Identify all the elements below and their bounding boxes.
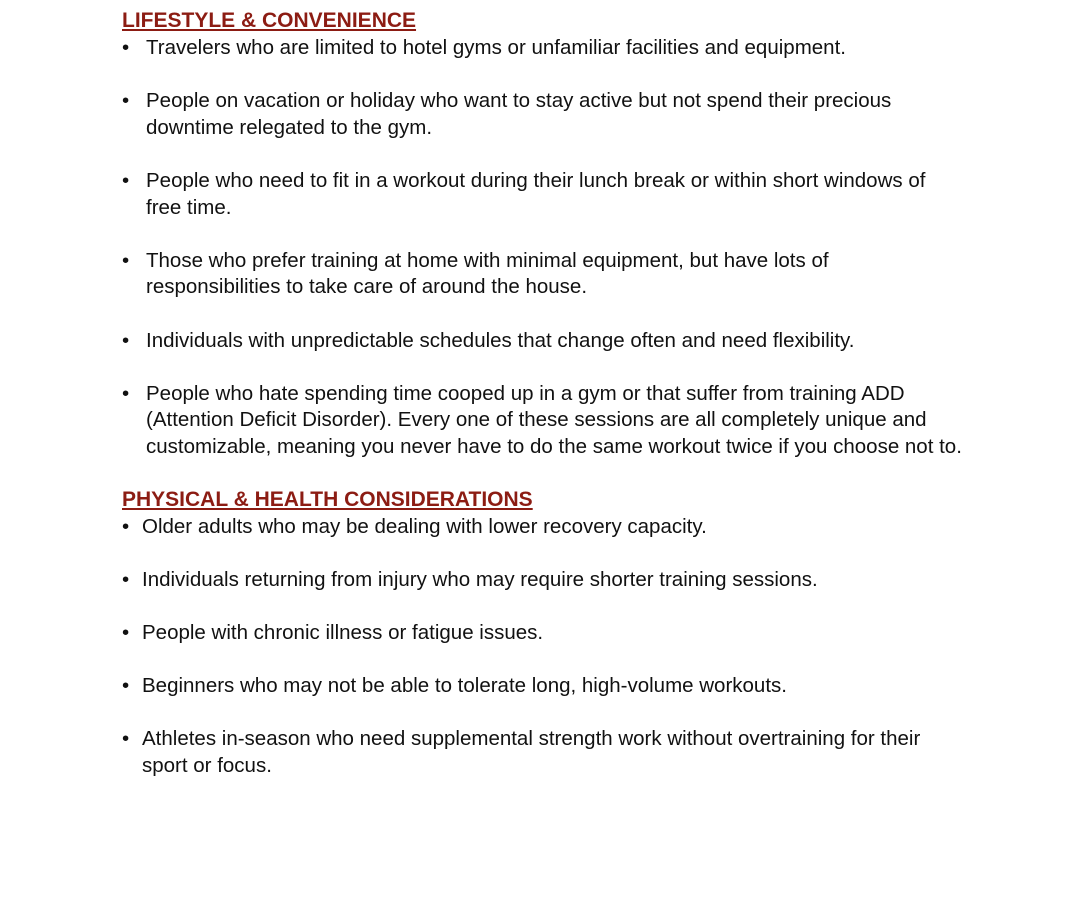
list-item: [122, 88, 962, 141]
bullet-icon: •: [122, 727, 130, 751]
section-heading-physical-health: PHYSICAL & HEALTH CONSIDERATIONS: [122, 487, 533, 511]
list-item-text: People who hate spending time cooped up in a gym or that suffer from training ADD (Attention Deficit Disorder). Every one of these sessions are all completely unique and customizable, meaning you never have to do the same workout twice if you choose not to.: [146, 381, 962, 458]
list-item-text: People who need to fit in a workout during their lunch break or within short windows of free time.: [146, 168, 926, 219]
lifestyle-list: [122, 35, 962, 461]
list-item: [122, 381, 962, 461]
bullet-icon: •: [122, 567, 130, 591]
list-item: [122, 328, 962, 355]
list-item-text: Those who prefer training at home with minimal equipment, but have lots of responsibilities to take care of around the house.: [146, 248, 829, 299]
list-item-text: Athletes in-season who need supplemental strength work without overtraining for their sport or focus.: [142, 727, 921, 777]
list-item: [122, 567, 962, 594]
document-page: [122, 8, 962, 779]
list-item: [122, 514, 962, 541]
bullet-icon: •: [122, 514, 130, 538]
section-heading-lifestyle: LIFESTYLE & CONVENIENCE: [122, 9, 417, 32]
list-item-text: Older adults who may be dealing with lower recovery capacity.: [142, 514, 707, 538]
list-item: [122, 620, 962, 647]
bullet-icon: •: [122, 674, 130, 698]
list-item-text: Individuals with unpredictable schedules that change often and need flexibility.: [146, 328, 855, 352]
bullet-icon: •: [122, 328, 130, 352]
bullet-icon: •: [122, 248, 130, 272]
bullet-icon: •: [122, 168, 130, 192]
bullet-icon: •: [122, 36, 130, 59]
list-item: [122, 35, 962, 62]
list-item-text: Individuals returning from injury who may require shorter training sessions.: [142, 567, 818, 591]
list-item-text: People on vacation or holiday who want to stay active but not spend their precious downtime relegated to the gym.: [146, 89, 892, 139]
bullet-icon: •: [122, 620, 130, 644]
list-item: [122, 726, 962, 779]
list-item: [122, 168, 962, 221]
list-item-text: Beginners who may not be able to tolerate long, high-volume workouts.: [142, 674, 787, 698]
list-item-text: People with chronic illness or fatigue issues.: [142, 620, 544, 644]
bullet-icon: •: [122, 89, 130, 113]
list-item: [122, 673, 962, 700]
physical-health-list: [122, 514, 962, 780]
bullet-icon: •: [122, 381, 130, 405]
list-item: [122, 248, 962, 301]
list-item-text: Travelers who are limited to hotel gyms or unfamiliar facilities and equipment.: [146, 36, 846, 59]
